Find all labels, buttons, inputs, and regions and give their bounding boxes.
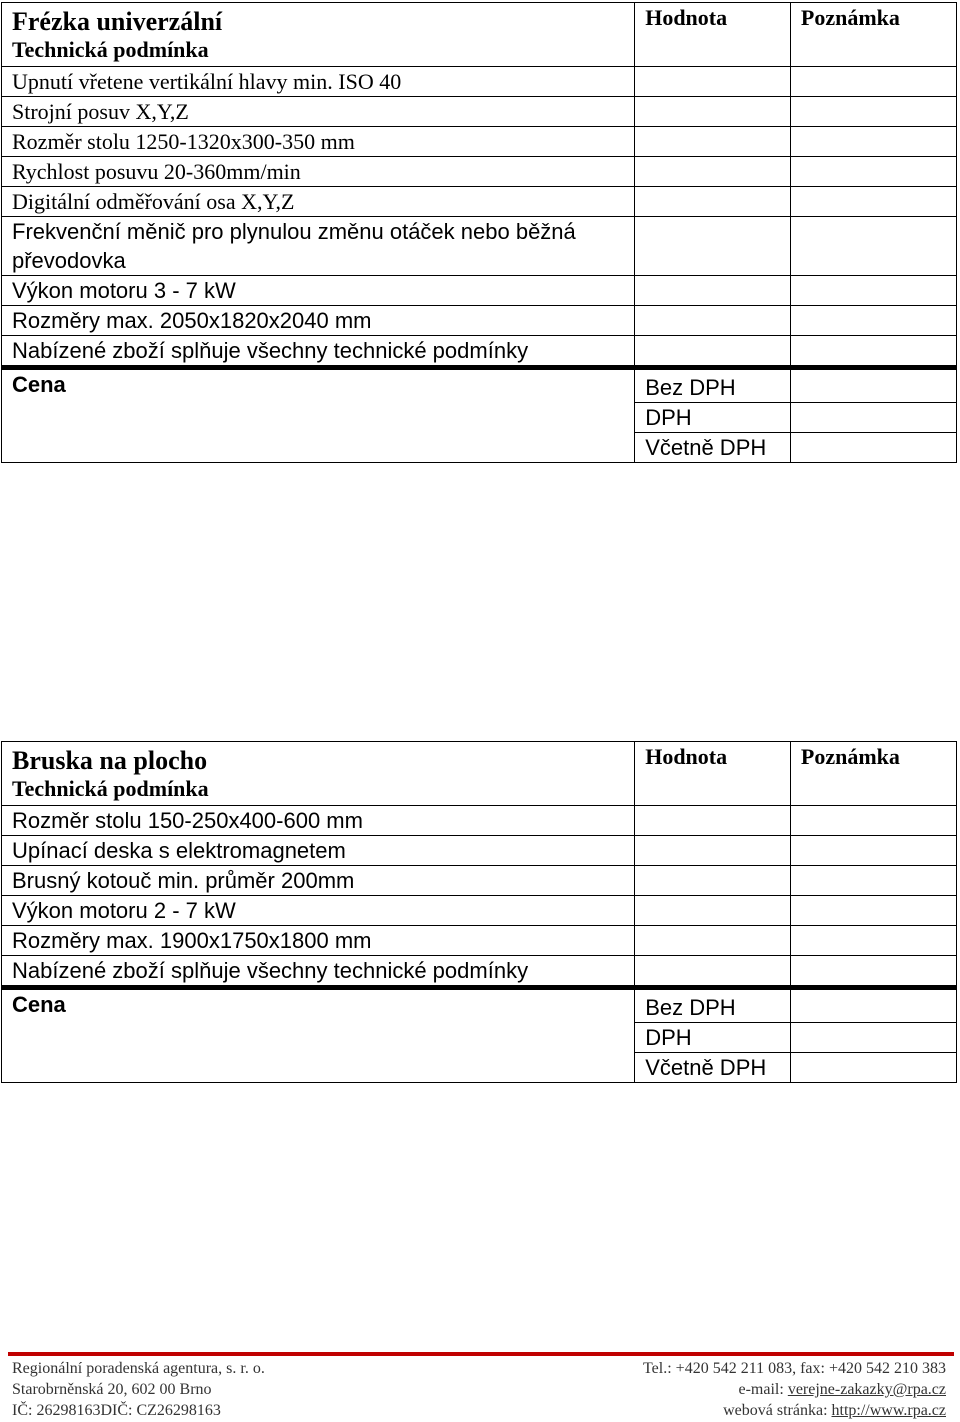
price-label: Cena bbox=[2, 368, 635, 463]
footer-row bbox=[12, 1400, 946, 1421]
value-cell[interactable] bbox=[635, 896, 791, 926]
footer-phone: Tel.: +420 542 211 083, fax: +420 542 210 383 bbox=[643, 1360, 946, 1377]
table-row bbox=[2, 866, 957, 896]
header-cell bbox=[2, 3, 635, 67]
footer-divider bbox=[8, 1352, 954, 1356]
price-row bbox=[2, 988, 957, 1083]
footer-ids: IČ: 26298163DIČ: CZ26298163 bbox=[12, 1402, 221, 1419]
column-header-value: Hodnota bbox=[635, 3, 791, 67]
footer-address: Starobrněnská 20, 602 00 Brno bbox=[12, 1381, 212, 1398]
note-cell[interactable] bbox=[790, 127, 956, 157]
note-cell[interactable] bbox=[790, 926, 956, 956]
footer-org: Regionální poradenská agentura, s. r. o. bbox=[12, 1360, 265, 1377]
value-cell[interactable] bbox=[635, 67, 791, 97]
note-cell[interactable] bbox=[790, 866, 956, 896]
footer-email-link[interactable]: verejne-zakazky@rpa.cz bbox=[787, 1381, 946, 1398]
note-cell[interactable] bbox=[790, 157, 956, 187]
price-value-without-vat[interactable] bbox=[791, 370, 956, 403]
condition-cell: Rychlost posuvu 20-360mm/min bbox=[2, 157, 635, 187]
price-value-vat[interactable] bbox=[791, 1023, 956, 1053]
note-cell[interactable] bbox=[790, 896, 956, 926]
condition-cell: Frekvenční měnič pro plynulou změnu otáček nebo běžná převodovka bbox=[2, 217, 635, 276]
footer-email-label: e-mail: bbox=[738, 1381, 784, 1398]
price-row bbox=[2, 368, 957, 463]
price-label: Cena bbox=[2, 988, 635, 1083]
price-types bbox=[635, 988, 791, 1083]
price-with-vat: Včetně DPH bbox=[645, 1055, 767, 1080]
value-cell[interactable] bbox=[635, 276, 791, 306]
section-title: Bruska na plocho bbox=[12, 746, 208, 775]
note-cell[interactable] bbox=[790, 187, 956, 217]
footer-row bbox=[12, 1379, 946, 1400]
price-types bbox=[635, 368, 791, 463]
condition-cell: Rozměry max. 2050x1820x2040 mm bbox=[2, 306, 635, 336]
price-with-vat: Včetně DPH bbox=[645, 435, 767, 460]
section-title: Frézka univerzální bbox=[12, 7, 223, 36]
condition-cell: Digitální odměřování osa X,Y,Z bbox=[2, 187, 635, 217]
value-cell[interactable] bbox=[635, 806, 791, 836]
table-row bbox=[2, 187, 957, 217]
condition-cell: Rozměr stolu 150-250x400-600 mm bbox=[2, 806, 635, 836]
compliance-row bbox=[2, 956, 957, 988]
condition-cell: Strojní posuv X,Y,Z bbox=[2, 97, 635, 127]
table-row bbox=[2, 926, 957, 956]
column-header-condition: Technická podmínka bbox=[12, 37, 209, 62]
price-value-with-vat[interactable] bbox=[791, 1053, 956, 1082]
spec-table-milling bbox=[1, 2, 957, 463]
table-row bbox=[2, 97, 957, 127]
condition-cell: Rozměr stolu 1250-1320x300-350 mm bbox=[2, 127, 635, 157]
note-cell[interactable] bbox=[790, 276, 956, 306]
value-cell[interactable] bbox=[635, 217, 791, 276]
table-row bbox=[2, 157, 957, 187]
note-cell[interactable] bbox=[790, 806, 956, 836]
price-vat: DPH bbox=[635, 403, 790, 433]
value-cell[interactable] bbox=[635, 956, 791, 988]
table-row bbox=[2, 127, 957, 157]
value-cell[interactable] bbox=[635, 97, 791, 127]
condition-cell: Upnutí vřetene vertikální hlavy min. ISO 40 bbox=[2, 67, 635, 97]
table-row bbox=[2, 806, 957, 836]
compliance-row bbox=[2, 336, 957, 368]
price-values bbox=[790, 368, 956, 463]
column-header-note: Poznámka bbox=[790, 742, 956, 806]
header-row bbox=[2, 3, 957, 67]
footer-row bbox=[12, 1358, 946, 1379]
note-cell[interactable] bbox=[790, 67, 956, 97]
column-header-condition: Technická podmínka bbox=[12, 776, 209, 801]
table-row bbox=[2, 217, 957, 276]
price-value-without-vat[interactable] bbox=[791, 990, 956, 1023]
footer-web-line bbox=[723, 1400, 946, 1421]
column-header-value: Hodnota bbox=[635, 742, 791, 806]
value-cell[interactable] bbox=[635, 157, 791, 187]
footer-web-label: webová stránka: bbox=[723, 1402, 828, 1419]
condition-cell: Upínací deska s elektromagnetem bbox=[2, 836, 635, 866]
table-row bbox=[2, 67, 957, 97]
table-row bbox=[2, 836, 957, 866]
value-cell[interactable] bbox=[635, 866, 791, 896]
value-cell[interactable] bbox=[635, 127, 791, 157]
value-cell[interactable] bbox=[635, 306, 791, 336]
condition-cell: Výkon motoru 2 - 7 kW bbox=[2, 896, 635, 926]
condition-cell: Výkon motoru 3 - 7 kW bbox=[2, 276, 635, 306]
price-values bbox=[790, 988, 956, 1083]
footer-web-link[interactable]: http://www.rpa.cz bbox=[831, 1402, 946, 1419]
price-value-with-vat[interactable] bbox=[791, 433, 956, 462]
price-value-vat[interactable] bbox=[791, 403, 956, 433]
column-header-note: Poznámka bbox=[790, 3, 956, 67]
header-row bbox=[2, 742, 957, 806]
table-row bbox=[2, 896, 957, 926]
spec-table-grinder bbox=[1, 741, 957, 1083]
price-without-vat: Bez DPH bbox=[635, 990, 790, 1023]
compliance-cell: Nabízené zboží splňuje všechny technické podmínky bbox=[2, 956, 635, 988]
value-cell[interactable] bbox=[635, 926, 791, 956]
footer-email-line bbox=[739, 1379, 947, 1400]
note-cell[interactable] bbox=[790, 97, 956, 127]
note-cell[interactable] bbox=[790, 956, 956, 988]
table-row bbox=[2, 276, 957, 306]
price-without-vat: Bez DPH bbox=[635, 370, 790, 403]
note-cell[interactable] bbox=[790, 336, 956, 368]
note-cell[interactable] bbox=[790, 217, 956, 276]
table-row bbox=[2, 306, 957, 336]
header-cell bbox=[2, 742, 635, 806]
condition-cell: Brusný kotouč min. průměr 200mm bbox=[2, 866, 635, 896]
note-cell[interactable] bbox=[790, 306, 956, 336]
value-cell[interactable] bbox=[635, 336, 791, 368]
price-vat: DPH bbox=[635, 1023, 790, 1053]
condition-cell: Rozměry max. 1900x1750x1800 mm bbox=[2, 926, 635, 956]
value-cell[interactable] bbox=[635, 836, 791, 866]
footer bbox=[12, 1358, 946, 1421]
compliance-cell: Nabízené zboží splňuje všechny technické podmínky bbox=[2, 336, 635, 368]
note-cell[interactable] bbox=[790, 836, 956, 866]
value-cell[interactable] bbox=[635, 187, 791, 217]
